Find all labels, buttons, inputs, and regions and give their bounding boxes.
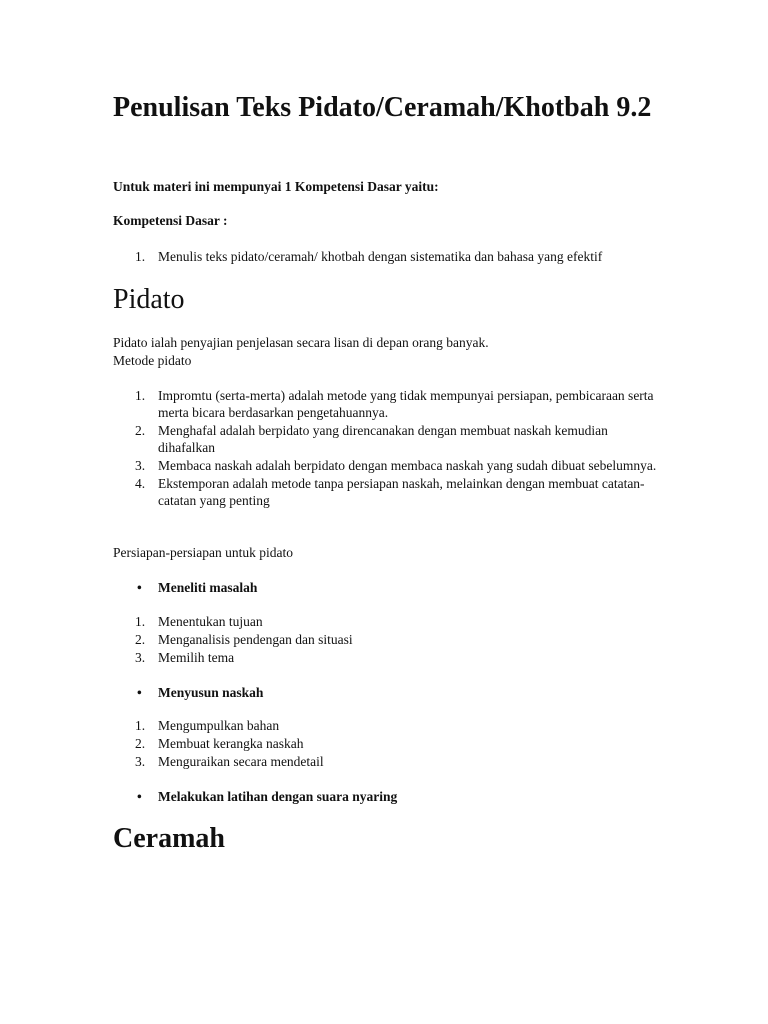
list-item [113,422,668,456]
list-item-text: Menentukan tujuan [158,614,263,629]
prep-list-1 [113,613,673,667]
bullet-glyph: • [137,685,142,700]
list-item-text: Impromtu (serta-merta) adalah metode yang tidak mempunyai persiapan, pembicaraan serta merta bicara berdasarkan pengetahuannya. [158,388,654,420]
list-number: 2. [135,736,146,751]
list-item [113,753,673,770]
prep-bullet-1 [113,579,673,597]
list-number: 3. [135,650,146,665]
list-item [113,387,668,421]
list-item [113,717,673,734]
bullet-text: Menyusun naskah [158,685,264,700]
methods-list [113,387,668,510]
bullet-text: Meneliti masalah [158,580,258,595]
section-heading-ceramah: Ceramah [113,823,225,854]
list-number: 3. [135,754,146,769]
list-item [113,613,673,630]
list-item [113,248,673,265]
bullet-glyph: • [137,580,142,595]
list-item-text: Menghafal adalah berpidato yang direncanakan dengan membuat naskah kemudian dihafalkan [158,423,608,455]
list-number: 4. [135,476,146,491]
bullet-item [113,684,673,701]
list-item [113,631,673,648]
list-number: 2. [135,632,146,647]
kd-label: Kompetensi Dasar : [113,213,228,228]
list-item-text: Menulis teks pidato/ceramah/ khotbah dengan sistematika dan bahasa yang efektif [158,249,603,264]
bullet-item [113,579,673,596]
list-item-text: Menguraikan secara mendetail [158,754,324,769]
list-number: 3. [135,458,146,473]
list-number: 1. [135,614,146,629]
pidato-definition: Pidato ialah penyajian penjelasan secara lisan di depan orang banyak. [113,335,489,350]
page-title: Penulisan Teks Pidato/Ceramah/Khotbah 9.2 [113,92,652,123]
bullet-item [113,788,673,805]
prep-list-2 [113,717,673,771]
list-item-text: Ekstemporan adalah metode tanpa persiapan naskah, melainkan dengan membuat catatan-catatan yang penting [158,476,645,508]
intro-text: Untuk materi ini mempunyai 1 Kompetensi Dasar yaitu: [113,179,439,194]
methods-label: Metode pidato [113,353,192,368]
list-item [113,649,673,666]
list-item-text: Mengumpulkan bahan [158,718,280,733]
bullet-text: Melakukan latihan dengan suara nyaring [158,789,398,804]
list-item-text: Membuat kerangka naskah [158,736,304,751]
list-number: 1. [135,249,146,264]
bullet-glyph: • [137,789,142,804]
list-item [113,735,673,752]
prep-label: Persiapan-persiapan untuk pidato [113,545,293,560]
list-number: 1. [135,388,146,403]
prep-bullet-3 [113,788,673,806]
list-number: 1. [135,718,146,733]
section-heading-pidato: Pidato [113,284,185,315]
kd-list [113,248,673,266]
list-item [113,457,668,474]
prep-bullet-2 [113,684,673,702]
list-item-text: Memilih tema [158,650,235,665]
list-item [113,475,668,509]
list-item-text: Membaca naskah adalah berpidato dengan membaca naskah yang sudah dibuat sebelumnya. [158,458,657,473]
list-item-text: Menganalisis pendengan dan situasi [158,632,353,647]
list-number: 2. [135,423,146,438]
